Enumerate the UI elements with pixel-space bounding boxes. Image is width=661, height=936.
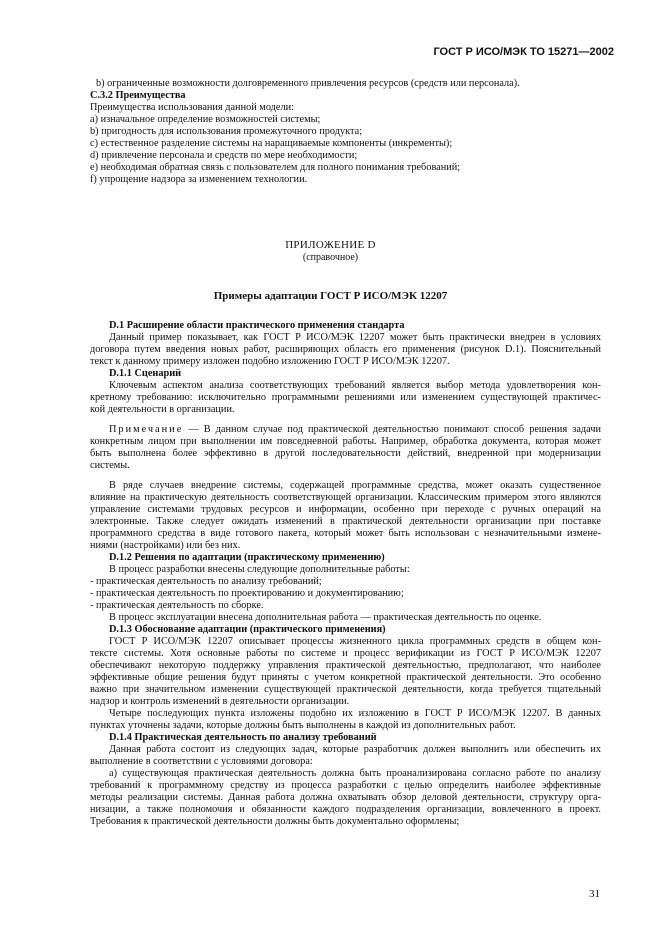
list-item: a) изначальное определение возможностей системы; xyxy=(90,114,321,125)
main-body xyxy=(90,320,601,828)
note-text: — В данном случае под практической деятельностью понимают способ решения задачи xyxy=(183,424,601,435)
list-item: d) привлечение персонала и средств по мере необходимости; xyxy=(90,150,358,161)
list-item: e) необходимая обратная связь с пользователем для полного понимания требований; xyxy=(90,162,461,173)
text-line: эффективные общие решения будут приняты с учетом конкретной практической деятельности. Это особенно xyxy=(90,672,601,683)
text-line: кой деятельности в организации. xyxy=(90,404,235,415)
text-line: a) существующая практическая деятельность должна быть проанализирована согласно работе по анализу xyxy=(109,768,601,779)
text-line: важно при значительном изменении существующей практической деятельности, когда требуется тщательный xyxy=(90,684,601,695)
text-line: низации, а также полномочия и обязанности каждого подразделения организации, вовлеченного в проект. xyxy=(90,804,601,815)
annex-title: ПРИЛОЖЕНИЕ D xyxy=(285,239,376,251)
list-item: - практическая деятельность по сборке. xyxy=(90,600,264,611)
top-section xyxy=(90,78,601,186)
note-label: Примечание xyxy=(109,424,184,435)
d11-heading: D.1.1 Сценарий xyxy=(109,368,182,379)
text-line: текст к данному примеру изложен подобно изложению ГОСТ Р ИСО/МЭК 12207. xyxy=(90,356,450,367)
text-line: быть выполнена более эффективно в другой последовательности действий, внедренной при модернизации xyxy=(90,448,601,459)
annex-subtitle: (справочное) xyxy=(302,252,359,263)
note-first-line xyxy=(90,424,601,436)
text-line: системы. xyxy=(90,460,130,471)
d12-heading: D.1.2 Решения по адаптации (практическому применению) xyxy=(109,552,385,563)
text-line: В процесс разработки внесены следующие дополнительные работы: xyxy=(109,564,410,575)
c32-intro: Преимущества использования данной модели: xyxy=(90,102,294,113)
text-line: Четыре последующих пункта изложены подобно их изложению в ГОСТ Р ИСО/МЭК 12207. В данных xyxy=(109,708,601,719)
list-item: - практическая деятельность по проектированию и документированию; xyxy=(90,588,404,599)
text-line: Требования к практической деятельности должны быть документально оформлены; xyxy=(90,816,460,827)
text-line: электронные. Также следует ожидать изменений в практической деятельности организации при поставке xyxy=(90,516,601,527)
text-line: договора путем введения новых работ, расширяющих область его применения (рисунок D.1). Пояснительный xyxy=(90,344,601,355)
text-line: Данный пример показывает, как ГОСТ Р ИСО/МЭК 12207 может быть практически внедрен в условиях xyxy=(109,332,601,343)
text-line: тексте системы. Хотя основные работы по системе и процесс верификации из ГОСТ Р ИСО/МЭК 12207 xyxy=(90,648,601,659)
running-header: ГОСТ Р ИСО/МЭК ТО 15271—2002 xyxy=(433,46,614,58)
text-line: требований к программному средству из процесса разработки с целью определить наиболее эффективные xyxy=(90,780,601,791)
text-line: конкретным лицом при выполнении им повседневной работы. Например, обработка документа, которая может xyxy=(90,436,601,447)
list-item: f) упрощение надзора за изменением технологии. xyxy=(90,174,308,185)
d14-heading: D.1.4 Практическая деятельность по анализу требований xyxy=(109,732,377,743)
text-line: ГОСТ Р ИСО/МЭК 12207 описывает процессы жизненного цикла программных средств в общем кон- xyxy=(109,636,601,647)
text-line: пунктах уточнены задачи, которые должны быть выполнены в каждой из дополнительных работ. xyxy=(90,720,516,731)
text-line: В процесс эксплуатации внесена дополнительная работа — практическая деятельность по оценке. xyxy=(109,612,542,623)
text-line: Ключевым аспектом анализа соответствующих требований является выбор метода удовлетворения кон- xyxy=(109,380,601,391)
text-line: В ряде случаев внедрение системы, содержащей программные средства, может оказать существенное xyxy=(109,480,601,491)
text-line: кретному требованию: исключительно программными решениями или изменением существующей практичес- xyxy=(90,392,601,403)
d13-heading: D.1.3 Обоснование адаптации (практического применения) xyxy=(109,624,386,635)
page-number: 31 xyxy=(589,888,600,900)
text-line: надзор и контроль изменений в деятельности организации. xyxy=(90,696,350,707)
item-b: b) ограниченные возможности долговременного привлечения ресурсов (средств или персонала). xyxy=(96,78,520,89)
text-line: Данная работа состоит из следующих задач, которые разработчик должен выполнить или обеспечить их xyxy=(109,744,601,755)
text-line: влияние на практическую деятельность соответствующей организации. Классическим примером этого являются xyxy=(90,492,601,503)
list-item: c) естественное разделение системы на наращиваемые компоненты (инкременты); xyxy=(90,138,453,149)
list-item: - практическая деятельность по анализу требований; xyxy=(90,576,322,587)
list-item: b) пригодность для использования промежуточного продукта; xyxy=(90,126,363,137)
text-line: ниями (настройками) или без них. xyxy=(90,540,241,551)
text-line: обеспечивают некоторую поддержку управления практической деятельностью, предполагают, что наиболее xyxy=(90,660,601,671)
annex-heading: Примеры адаптации ГОСТ Р ИСО/МЭК 12207 xyxy=(213,290,448,302)
text-line: методы реализации системы. Данная работа должна охватывать обзор деловой деятельности, структуру орга- xyxy=(90,792,601,803)
c32-heading: С.3.2 Преимущества xyxy=(90,90,186,101)
text-line: управление системами трудовых ресурсов и информации, особенно при переходе с ручных операций на xyxy=(90,504,601,515)
text-line: выполнение в соответствии с условиями договора: xyxy=(90,756,313,767)
d1-heading: D.1 Расширение области практического применения стандарта xyxy=(109,320,405,331)
text-line: программного средства в виде готового пакета, который может быть использован с незначительными измене- xyxy=(90,528,601,539)
